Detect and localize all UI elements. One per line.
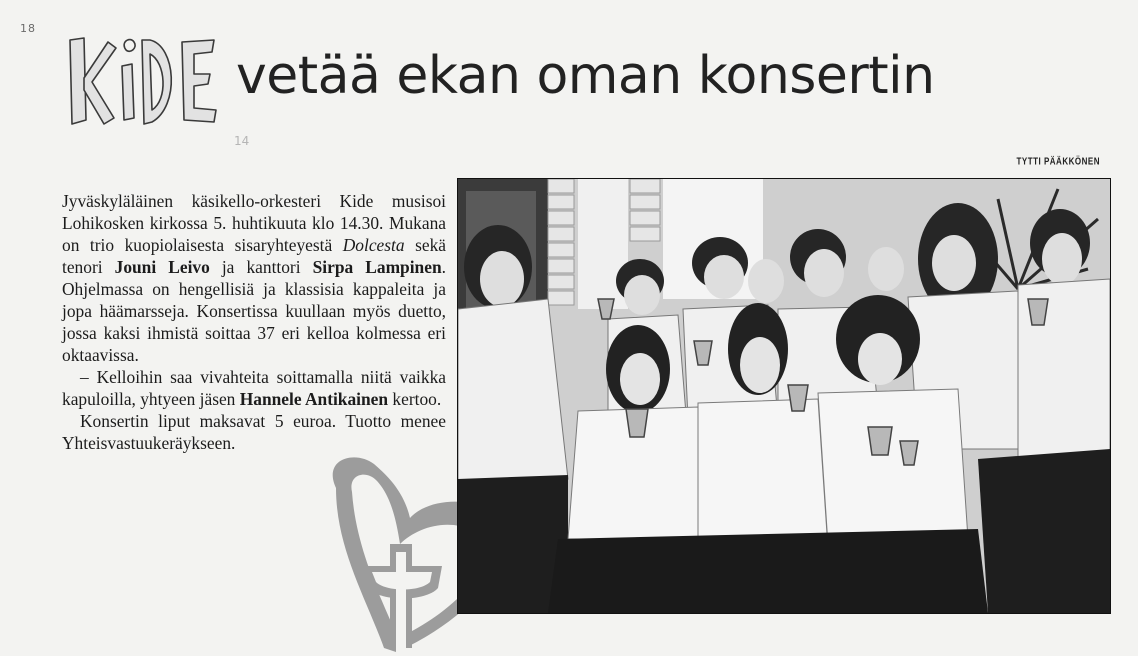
group-photo: [457, 178, 1111, 614]
page-number: 18: [20, 22, 36, 35]
paragraph-2: – Kelloihin saa vivahteita soittamalla niitä vaikka kapuloilla, yhtyeen jäsen Hannele Antikainen kertoo.: [62, 367, 446, 409]
kide-logo: [64, 32, 224, 132]
photo-byline: TYTTI PÄÄKKÖNEN: [1016, 155, 1100, 168]
logo-text: KIDE: [64, 32, 67, 33]
stray-mark: 14: [234, 134, 250, 148]
paragraph-1: Jyväskyläläinen käsikello-orkesteri Kide musisoi Lohikosken kirkossa 5. huhtikuuta klo 14.30. Mukana on trio kuopiolaisesta sisaryhteyestä Dolcesta sekä tenori Jouni Leivo ja kanttori Sirpa Lampinen. Ohjelmassa on hengellisiä ja klassisia kappaleita ja jopa häämarsseja. Konsertissa kuullaan myös duetto, jossa kaksi ihmistä soittaa 37 eri kelloa kolmessa eri oktaavissa.: [62, 191, 446, 365]
article-body: [62, 190, 446, 454]
headline: vetää ekan oman konsertin: [236, 46, 935, 106]
paragraph-3: Konsertin liput maksavat 5 euroa. Tuotto menee Yhteisvastuukeräykseen.: [62, 411, 446, 453]
